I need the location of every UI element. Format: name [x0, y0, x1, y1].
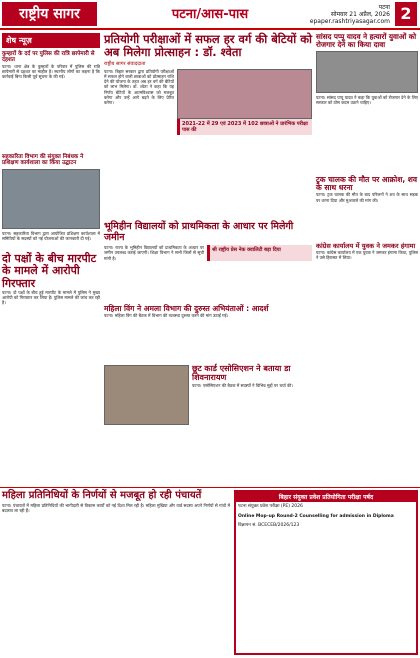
right-body3: पटना। कांग्रेस कार्यालय में एक युवक ने जमकर हंगामा किया, पुलिस ने उसे हिरासत में लिया। [316, 249, 418, 261]
right-headline2: ट्रक चालक की मौत पर आक्रोश, शव के साथ धरना [316, 174, 418, 192]
center-fourth-headline: छूट कार्ड एसोसिएशन ने बताया डा शिवनारायण [192, 364, 291, 382]
center-third-headline: महिला विंग ने अमला विभाग की दुरुस्त अभियंताओं : आदर्श [104, 304, 269, 313]
lead-story [104, 33, 312, 135]
center-second-body: पटना। राज्य के भूमिहीन विद्यालयों को प्राथमिकता के आधार पर जमीन उपलब्ध कराई जाएगी। शिक्षा विभाग ने सभी जिलों से सूची मांगी है। [104, 245, 204, 261]
left-story2-photo [2, 169, 100, 229]
lead-photo-caption: 2021-22 में 29 एवं 2023 में 102 छात्राओं ने प्रारंभिक परीक्षा पास की [177, 119, 312, 135]
dateline-date: सोमवार 21 अप्रैल, 2026 [330, 11, 390, 18]
ad-subtitle: पटना संयुक्त प्रवेश परीक्षा (PE) 2026 [238, 504, 303, 509]
lead-byline: राष्ट्रीय सागर संवाददाता [104, 60, 146, 67]
lead-photo [177, 69, 312, 119]
dateline-site: epaper.rashtriyasagar.com [309, 18, 390, 25]
right-body1: पटना। सांसद पप्पू यादव ने कहा कि युवाओं को रोजगार देने के लिए सरकार को ठोस कदम उठाने चाहिए। [316, 95, 418, 106]
ad-line1: Online Mop-up Round-2 Counselling for admission in Diploma [238, 513, 394, 519]
left-story1-headline: कुम्हारों के दर्द पर पुलिस की रात्रि छापेमारी से दहशत [2, 51, 95, 64]
right-photo1 [316, 51, 418, 93]
left-story2-headline: सहकारिता विभाग की संयुक्त निबंधक ने प्रशिक्षण कार्यशाला का किया उद्घाटन [2, 154, 84, 167]
center-fourth-photo [104, 365, 189, 425]
page-header [0, 0, 420, 30]
right-headline1: सांसद पप्पू यादव ने हत्यारों युवाओं को रोजगार देने का किया दावा [316, 32, 417, 50]
ad-title: बिहार संयुक्त प्रवेश प्रतियोगिता परीक्षा पर्षद [236, 492, 416, 502]
left-story1-body: पटना। थाना क्षेत्र के कुम्हारों के परिवार में पुलिस की रात्रि छापेमारी से दहशत का माहौल है। स्थानीय लोगों का कहना है कि कार्रवाई बिना किसी पूर्व सूचना के की गई। [2, 63, 100, 79]
dateline-city: पटना [378, 4, 390, 11]
bottom-body: पटना। पंचायतों में महिला प्रतिनिधियों की भागीदारी से विकास कार्यों को नई दिशा मिल रही है। महिला मुखिया और वार्ड सदस्य अपने निर्णयों से गांवों में बदलाव ला रही हैं। [2, 503, 230, 514]
center-fourth-body: पटना। एसोसिएशन की बैठक में सदस्यों ने विभिन्न मुद्दों पर चर्चा की। [192, 382, 293, 388]
bottom-divider [0, 487, 420, 488]
left-story1-filler [2, 79, 100, 151]
center-third-story [104, 305, 312, 319]
ad-box [234, 490, 418, 655]
left-story2-body: पटना। सहकारिता विभाग द्वारा आयोजित प्रशिक्षण कार्यशाला में समितियों के सदस्यों को नई योजनाओं की जानकारी दी गई। [2, 230, 100, 241]
left-story3-body: पटना। दो पक्षों के बीच हुई मारपीट के मामले में पुलिस ने मुख्य आरोपी को गिरफ्तार कर लिया है। पुलिस मामले की जांच कर रही है। [2, 289, 100, 306]
left-section-bar: शेष न्यूज़ [2, 33, 100, 48]
center-second-headline: भूमिहीन विद्यालयों को प्राथमिकता के आधार पर मिलेगी जमीन [104, 221, 294, 243]
center-fourth-story [104, 365, 312, 425]
dateline [300, 4, 390, 25]
right-body2: पटना। ट्रक चालक की मौत के बाद परिजनों ने शव के साथ सड़क पर धरना दिया और मुआवजे की मांग की। [316, 192, 418, 203]
center-second-quote: श्री राष्ट्रीय प्रेस नेक क्वालिटी बड़ा दिया [207, 245, 312, 261]
section-title: पटना/आस-पास [171, 7, 249, 22]
left-story3-headline: दो पक्षों के बीच मारपीट के मामले में आरोपी गिरफ्तार [2, 252, 97, 290]
ad-line2: विज्ञापन सं. BCECEB/2026/123 [238, 523, 300, 528]
center-third-body: पटना। महिला विंग की बैठक में विभाग की व्यवस्था दुरुस्त करने की मांग उठाई गई। [104, 313, 229, 319]
center-second-story [104, 222, 312, 261]
masthead: राष्ट्रीय सागर [2, 2, 97, 26]
page-number: 2 [395, 2, 417, 26]
bottom-headline: महिला प्रतिनिधियों के निर्णयों से मजबूत हो रही पंचायतें [2, 490, 202, 501]
left-column [2, 33, 100, 463]
lead-headline: प्रतियोगी परीक्षाओं में सफल हर वर्ग की बेटियों को अब मिलेगा प्रोत्साहन : डॉ. श्वेता [104, 32, 313, 59]
bottom-story [2, 490, 230, 514]
lead-body: पटना। बिहार सरकार द्वारा प्रतियोगी परीक्षाओं में सफल होने वाली छात्राओं को प्रोत्साहन राशि देने की योजना के तहत अब हर वर्ग की बेटियों को लाभ मिलेगा। डॉ. श्वेता ने कहा कि यह निर्णय बेटियों के आत्मविश्वास को मजबूत करेगा और उन्हें आगे बढ़ने के लिए प्रेरित करेगा। [104, 68, 174, 105]
right-headline3: कांग्रेस कार्यालय में युवक ने जमकर हंगामा [316, 241, 416, 250]
right-column [316, 33, 418, 260]
